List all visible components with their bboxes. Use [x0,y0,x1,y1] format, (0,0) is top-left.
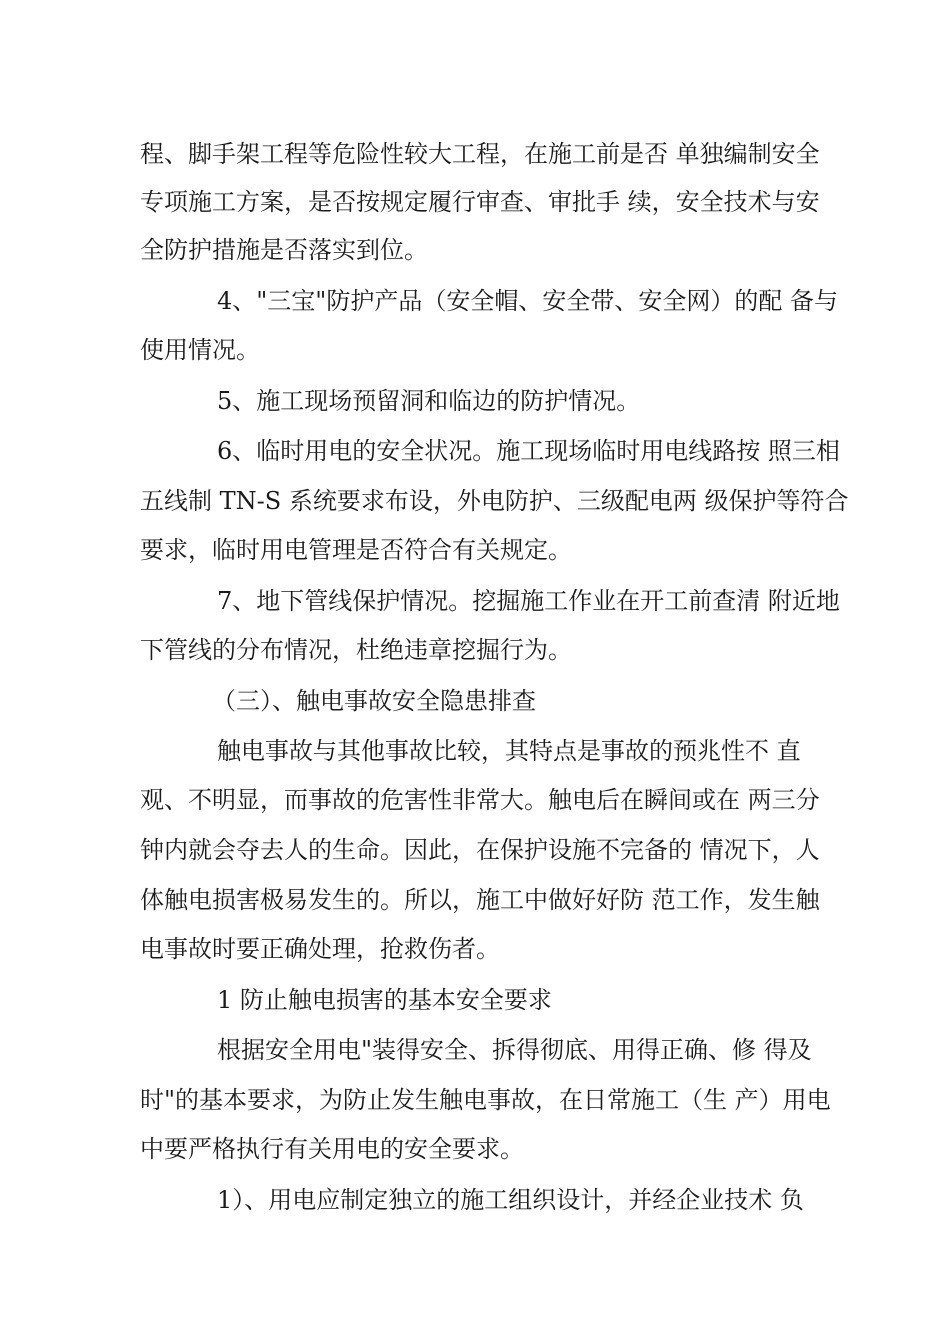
body-text-line: 使用情况。 [140,336,260,364]
body-text-line: 要求，临时用电管理是否符合有关规定。 [140,536,572,564]
body-text-line: 观、不明显，而事故的危害性非常大。触电后在瞬间或在 两三分 [140,786,820,814]
body-text-line: 体触电损害极易发生的。所以，施工中做好好防 范工作，发生触 [140,886,820,914]
body-text-line: 时"的基本要求，为防止发生触电事故，在日常施工（生 产）用电 [140,1086,831,1114]
list-item-1: 1）、用电应制定独立的施工组织设计，并经企业技术 负 [217,1186,804,1214]
body-text-line: 钟内就会夺去人的生命。因此，在保护设施不完备的 情况下，人 [140,836,820,864]
subsection-heading: 1 防止触电损害的基本安全要求 [217,986,552,1014]
body-text-line: 电事故时要正确处理，抢救伤者。 [140,935,500,963]
body-text-line: 五线制 TN-S 系统要求布设，外电防护、三级配电两 级保护等符合 [140,487,849,515]
list-item-7: 7、地下管线保护情况。挖掘施工作业在开工前查清 附近地 [217,587,840,615]
body-text-line: 全防护措施是否落实到位。 [140,236,428,264]
list-item-4: 4、"三宝"防护产品（安全帽、安全带、安全网）的配 备与 [217,287,838,315]
body-text-line: 中要严格执行有关用电的安全要求。 [140,1135,524,1163]
section-heading: （三）、触电事故安全隐患排查 [212,687,536,715]
list-item-5: 5、施工现场预留洞和临边的防护情况。 [217,387,641,415]
paragraph-first-line: 触电事故与其他事故比较，其特点是事故的预兆性不 直 [217,737,801,765]
body-text-line: 专项施工方案，是否按规定履行审查、审批手 续，安全技术与安 [140,188,820,216]
paragraph-first-line: 根据安全用电"装得安全、拆得彻底、用得正确、修 得及 [217,1036,812,1064]
list-item-6: 6、临时用电的安全状况。施工现场临时用电线路按 照三相 [217,437,840,465]
body-text-line: 程、脚手架工程等危险性较大工程，在施工前是否 单独编制安全 [140,140,820,168]
body-text-line: 下管线的分布情况，杜绝违章挖掘行为。 [140,636,572,664]
